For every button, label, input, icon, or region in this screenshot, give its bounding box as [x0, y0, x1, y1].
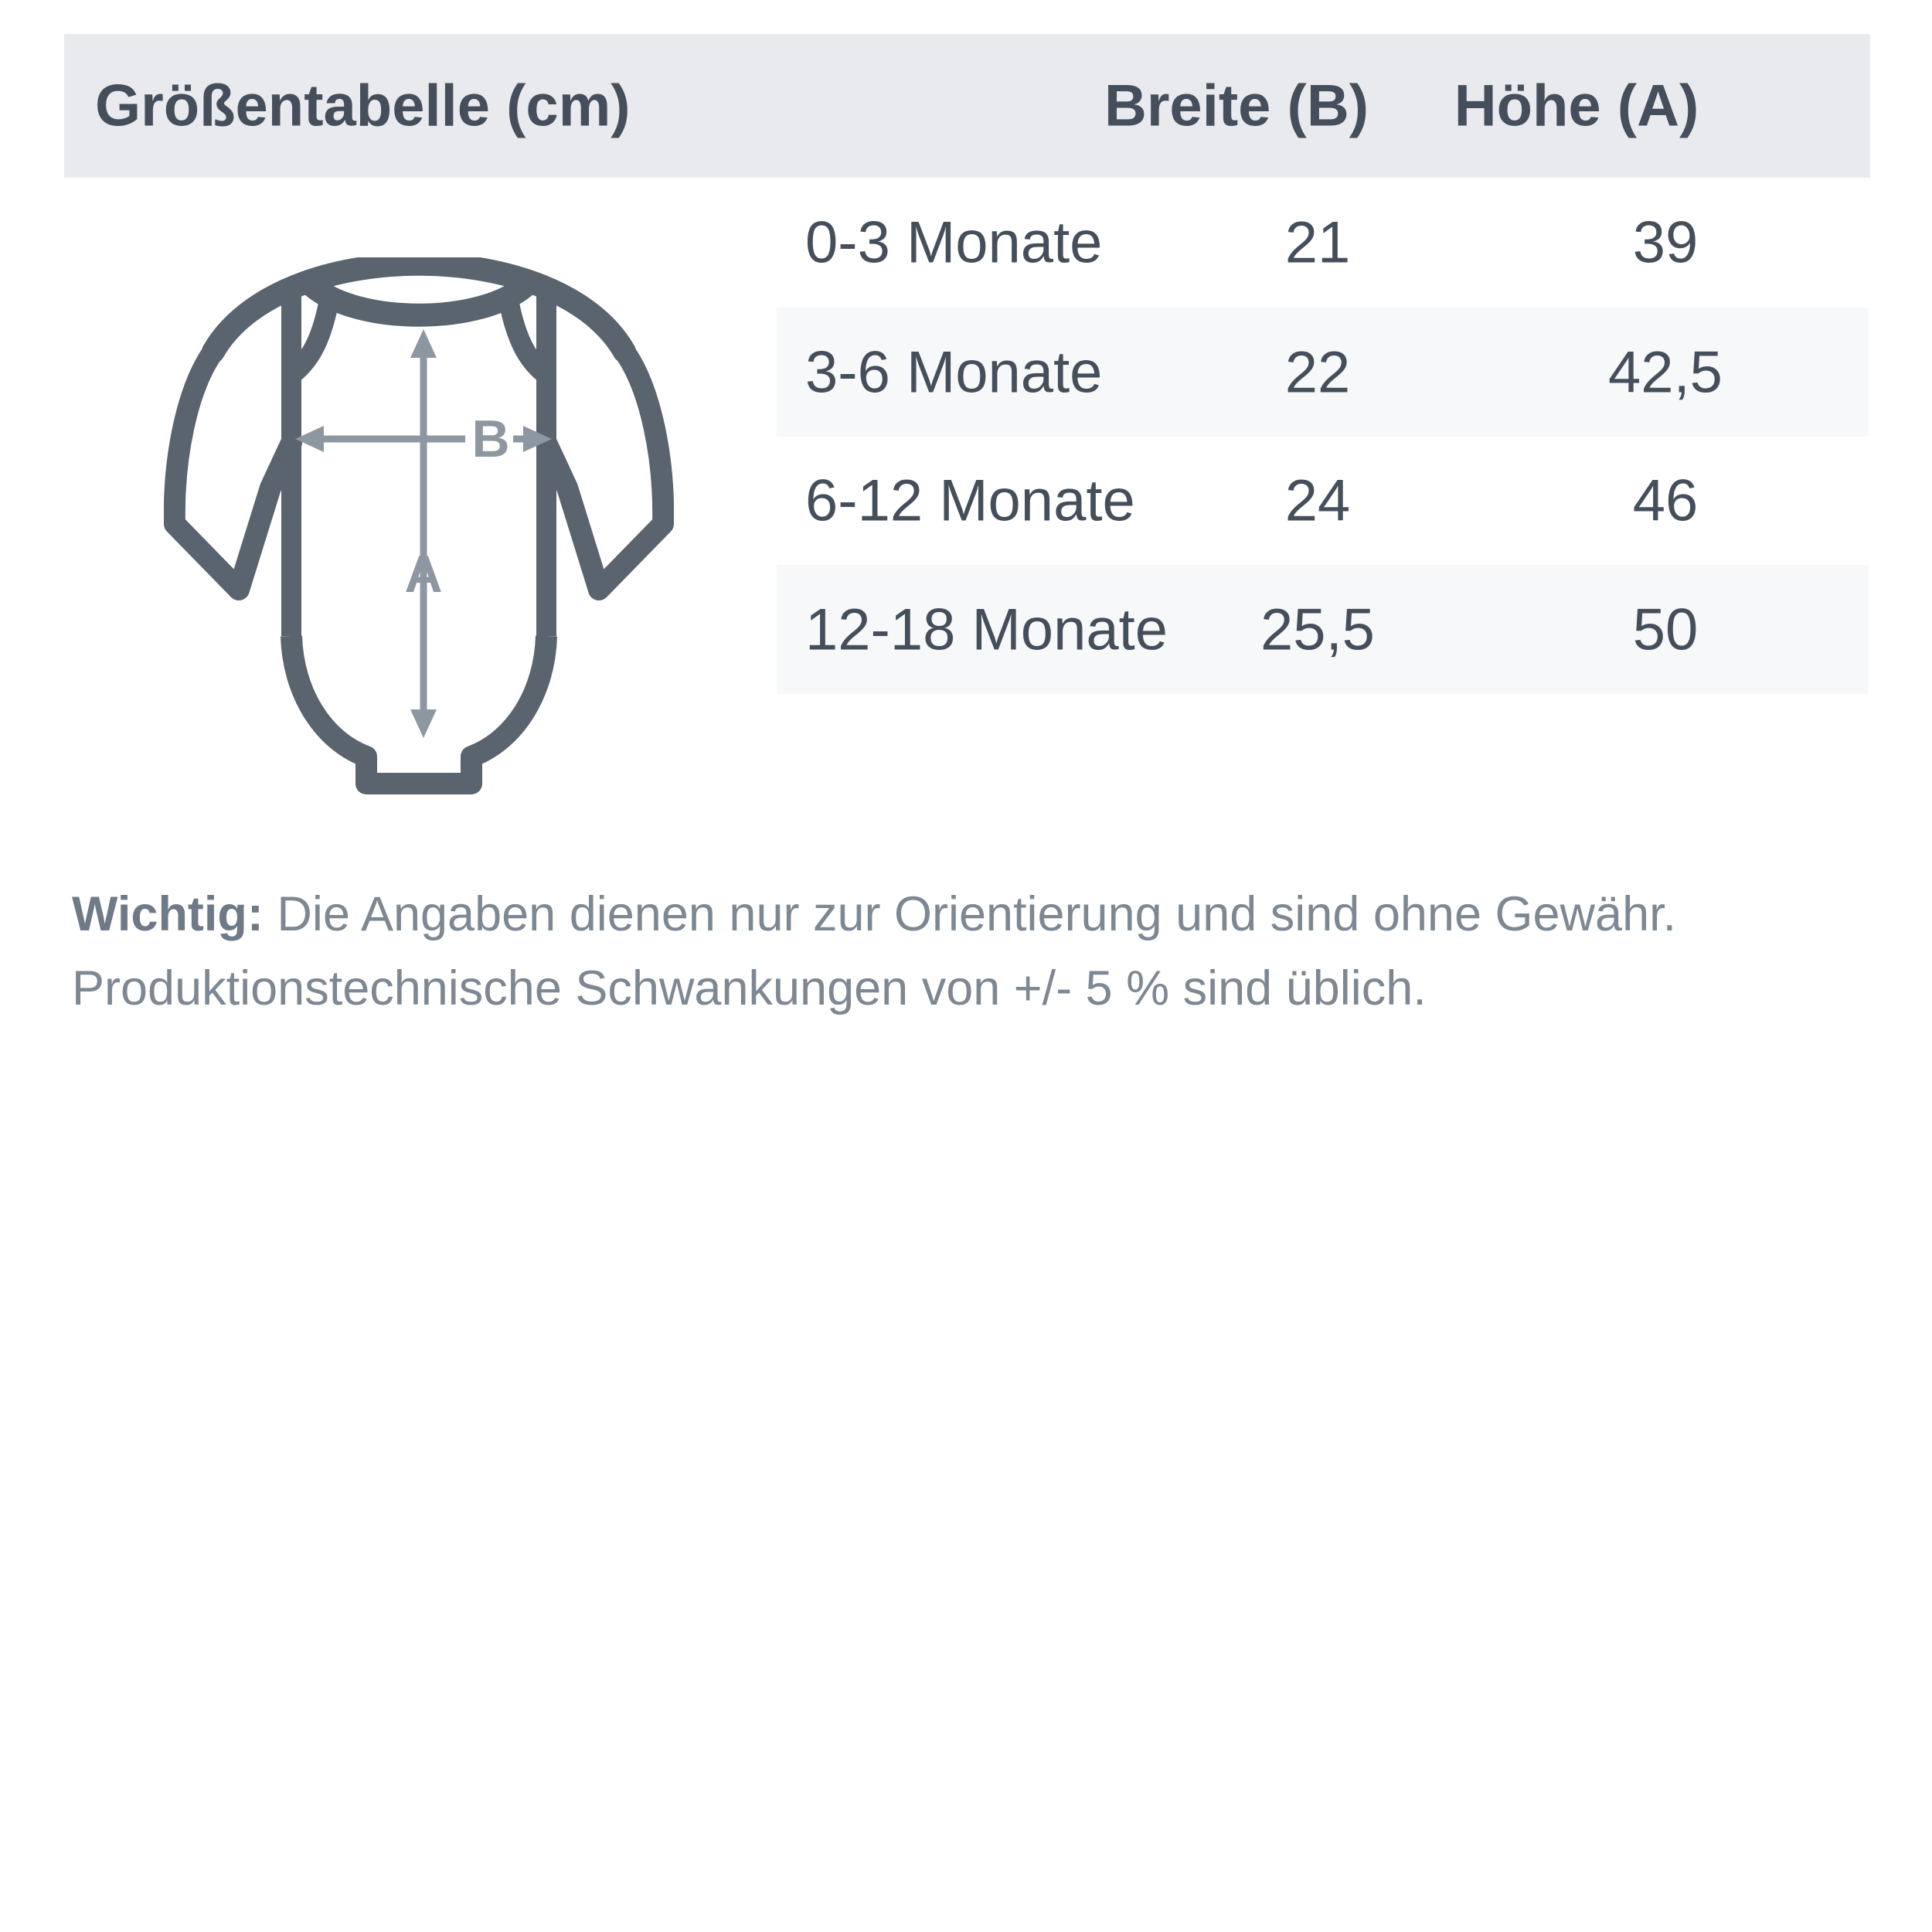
table-row — [777, 437, 1869, 565]
table-row — [777, 308, 1869, 437]
height-value: 46 — [1632, 468, 1699, 534]
size-label: 12-18 Monate — [805, 597, 1168, 662]
note-line1: Die Angaben dienen nur zur Orientierung und sind ohne Gewähr. — [277, 887, 1677, 941]
table-header-band — [64, 34, 1870, 178]
size-label: 6-12 Monate — [805, 468, 1135, 534]
height-value: 39 — [1632, 209, 1699, 276]
width-dimension-label: B — [471, 410, 510, 468]
height-value: 42,5 — [1608, 339, 1723, 405]
baby-bodysuit-icon — [164, 257, 674, 798]
note-line2: Produktionstechnische Schwankungen von +/- 5 % sind üblich. — [72, 961, 1427, 1015]
height-dimension-label: A — [404, 545, 443, 604]
height-arrow — [410, 329, 437, 738]
width-value: 21 — [1284, 209, 1351, 276]
baby-bodysuit-diagram — [164, 257, 674, 798]
width-value: 24 — [1284, 468, 1351, 534]
column-header-width: Breite (B) — [1104, 73, 1369, 139]
width-value: 22 — [1284, 339, 1351, 405]
size-label: 3-6 Monate — [805, 339, 1103, 405]
table-row — [777, 178, 1869, 308]
width-value: 25,5 — [1260, 597, 1375, 662]
table-row — [777, 565, 1869, 694]
note-label: Wichtig: — [72, 887, 264, 941]
column-header-height: Höhe (A) — [1454, 73, 1699, 139]
height-value: 50 — [1632, 597, 1699, 662]
size-label: 0-3 Monate — [805, 209, 1103, 276]
disclaimer-note — [72, 877, 1896, 1026]
page-title: Größentabelle (cm) — [95, 73, 631, 139]
